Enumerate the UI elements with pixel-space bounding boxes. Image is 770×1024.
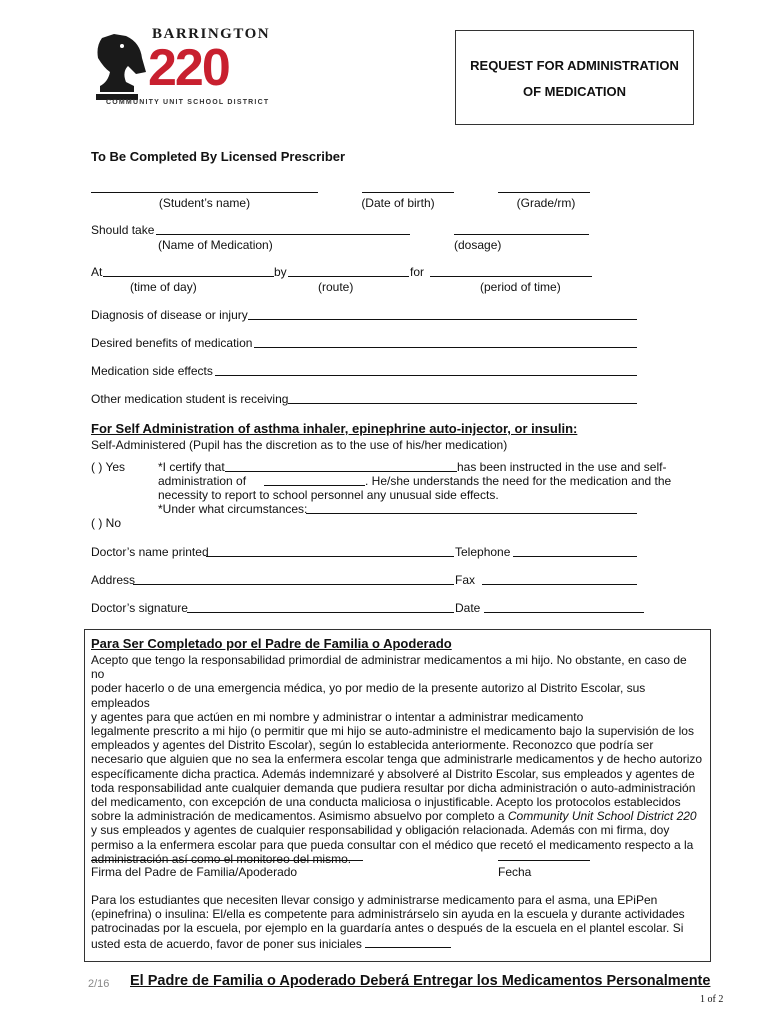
certify-text-a: *I certify that bbox=[158, 460, 225, 474]
period-of-time-field[interactable] bbox=[430, 276, 592, 277]
knight-horse-icon bbox=[92, 32, 148, 102]
logo-subtitle: COMMUNITY UNIT SCHOOL DISTRICT bbox=[106, 99, 270, 106]
doctor-signature-label: Doctor’s signature bbox=[91, 601, 188, 615]
telephone-field[interactable] bbox=[513, 556, 637, 557]
should-take-label: Should take bbox=[91, 223, 155, 237]
route-field[interactable] bbox=[288, 276, 409, 277]
diagnosis-field[interactable] bbox=[248, 319, 637, 320]
version-label: 2/16 bbox=[88, 978, 110, 990]
parent-consent-text bbox=[91, 653, 703, 866]
circumstances-label: *Under what circumstances: bbox=[158, 502, 308, 516]
at-label: At bbox=[91, 265, 103, 279]
consent-line: empleados y agentes del Distrito Escolar), según lo establecida anteriormente. Reconozco que podría ser bbox=[91, 738, 654, 753]
dob-label: (Date of birth) bbox=[361, 196, 435, 210]
consent-line: específicamente dicha practica. Además indemnizaré y absolveré al Distrito Escolar, sus empleados y agentes de bbox=[91, 766, 695, 781]
self-admin-subheading: Self-Administered (Pupil has the discretion as to the use of his/her medication) bbox=[91, 438, 508, 452]
consent-line: administración así como el monitoreo del mismo. bbox=[91, 851, 352, 866]
other-meds-label: Other medication student is receiving bbox=[91, 392, 289, 406]
side-effects-field[interactable] bbox=[215, 375, 637, 376]
side-effects-label: Medication side effects bbox=[91, 364, 213, 378]
note-line: Para los estudiantes que necesiten llevar consigo y administrarse medicamento para el asma, una EPiPen bbox=[91, 893, 658, 907]
fecha-field[interactable] bbox=[498, 860, 590, 861]
consent-line: y sus empleados y agentes de cualquier responsabilidad y obligación relacionada. Además con mi firma, doy bbox=[91, 823, 670, 838]
circumstances-field[interactable] bbox=[306, 513, 637, 514]
student-name-label: (Student’s name) bbox=[158, 196, 251, 210]
consent-line: poder hacerlo o de una emergencia médica, yo por medio de la presente autorizo al Distrito Escolar, sus empleados bbox=[91, 681, 646, 710]
initials-label: usted esta de acuerdo, favor de poner sus iniciales bbox=[91, 936, 362, 951]
dosage-field[interactable] bbox=[454, 234, 589, 235]
yes-checkbox[interactable]: ( ) Yes bbox=[91, 460, 126, 474]
for-label: for bbox=[410, 265, 425, 279]
initials-field[interactable] bbox=[365, 936, 451, 948]
note-line: (epinefrina) o insulina: El/ella es competente para administrárselo sin ayuda en la escuela y durante actividades bbox=[91, 907, 685, 922]
page-number: 1 of 2 bbox=[700, 994, 724, 1005]
dob-field[interactable] bbox=[362, 192, 454, 193]
medication-name-field[interactable] bbox=[156, 234, 410, 235]
page-title: REQUEST FOR ADMINISTRATION bbox=[470, 58, 679, 73]
logo-name: BARRINGTON bbox=[152, 26, 271, 42]
consent-line-start: sobre la administración de medicamentos. Asimismo absuelvo por completo a bbox=[91, 809, 508, 824]
no-checkbox[interactable]: ( ) No bbox=[91, 516, 121, 530]
doctor-name-field[interactable] bbox=[206, 556, 454, 557]
medication-name-label: (Name of Medication) bbox=[158, 238, 273, 252]
address-label: Address bbox=[91, 573, 136, 587]
note-line: patrocinadas por la escuela, por ejemplo en la guardaría antes o después de la escuela en el plantel escolar. Si bbox=[91, 921, 684, 936]
route-label: (route) bbox=[318, 280, 354, 294]
diagnosis-label: Diagnosis of disease or injury bbox=[91, 308, 248, 322]
grade-field[interactable] bbox=[498, 192, 590, 193]
fax-field[interactable] bbox=[482, 584, 637, 585]
other-meds-field[interactable] bbox=[288, 403, 637, 404]
benefits-field[interactable] bbox=[254, 347, 637, 348]
telephone-label: Telephone bbox=[455, 545, 511, 559]
consent-line: necesario que alguien que no sea la enfermera escolar tenga que administrarle medicamentos y de hecho autorizo bbox=[91, 752, 703, 767]
consent-line bbox=[91, 809, 703, 823]
consent-line: Acepto que tengo la responsabilidad primordial de administrar medicamentos a mi hijo. No obstante, en caso de no bbox=[91, 653, 687, 682]
student-name-field[interactable] bbox=[91, 192, 318, 193]
parent-signature-field[interactable] bbox=[91, 860, 363, 861]
consent-line: permiso a la enfermera escolar para que pueda consultar con el médico que recetó el medicamento respecto a la bbox=[91, 837, 694, 852]
time-of-day-label: (time of day) bbox=[130, 280, 197, 294]
page-title-line2: OF MEDICATION bbox=[522, 84, 627, 99]
necessity-text: necessity to report to school personnel any unusual side effects. bbox=[158, 488, 499, 502]
period-label: (period of time) bbox=[480, 280, 561, 294]
certify-text-b: has been instructed in the use and self- bbox=[457, 460, 667, 474]
dosage-label: (dosage) bbox=[454, 238, 502, 252]
epipen-note bbox=[91, 893, 703, 951]
consent-line: y agentes para que actúen en mi nombre y administrar o intentar a administrar medicamento bbox=[91, 709, 584, 724]
prescriber-heading: To Be Completed By Licensed Prescriber bbox=[91, 149, 346, 164]
parent-heading: Para Ser Completado por el Padre de Familia o Apoderado bbox=[91, 636, 452, 651]
district-logo bbox=[92, 26, 272, 112]
consent-line: toda responsabilidad ante cualquier demanda que pudiera resultar por dicha administración o auto-administración bbox=[91, 780, 696, 795]
address-field[interactable] bbox=[133, 584, 454, 585]
doctor-name-label: Doctor’s name printed bbox=[91, 545, 209, 559]
grade-label: (Grade/rm) bbox=[516, 196, 576, 210]
district-name: Community Unit School District 220 bbox=[507, 809, 697, 824]
self-admin-heading: For Self Administration of asthma inhaler, epinephrine auto-injector, or insulin: bbox=[91, 421, 578, 436]
doctor-signature-field[interactable] bbox=[187, 612, 454, 613]
fecha-label: Fecha bbox=[498, 865, 532, 879]
date-field[interactable] bbox=[484, 612, 644, 613]
certify-student-field[interactable] bbox=[225, 471, 457, 472]
footer-notice: El Padre de Familia o Apoderado Deberá Entregar los Medicamentos Personalmente bbox=[130, 973, 711, 989]
understands-text: . He/she understands the need for the medication and the bbox=[365, 474, 672, 488]
benefits-label: Desired benefits of medication bbox=[91, 336, 253, 350]
administration-of-text: administration of bbox=[158, 474, 247, 488]
fax-label: Fax bbox=[455, 573, 476, 587]
consent-line: legalmente prescrito a mi hijo (o permitir que mi hijo se auto-administre el medicamento bajo la supervisión de los bbox=[91, 724, 694, 739]
parent-signature-label: Firma del Padre de Familia/Apoderado bbox=[91, 865, 298, 879]
time-of-day-field[interactable] bbox=[103, 276, 274, 277]
by-label: by bbox=[274, 265, 287, 279]
administration-med-field[interactable] bbox=[264, 485, 365, 486]
consent-line: del medicamento, con excepción de una conducta maliciosa o injustificable. Acepto los protocolos establecidos bbox=[91, 795, 681, 810]
logo-number: 220 bbox=[148, 39, 229, 97]
date-label: Date bbox=[455, 601, 481, 615]
title-box bbox=[455, 30, 694, 125]
note-line bbox=[91, 936, 703, 951]
